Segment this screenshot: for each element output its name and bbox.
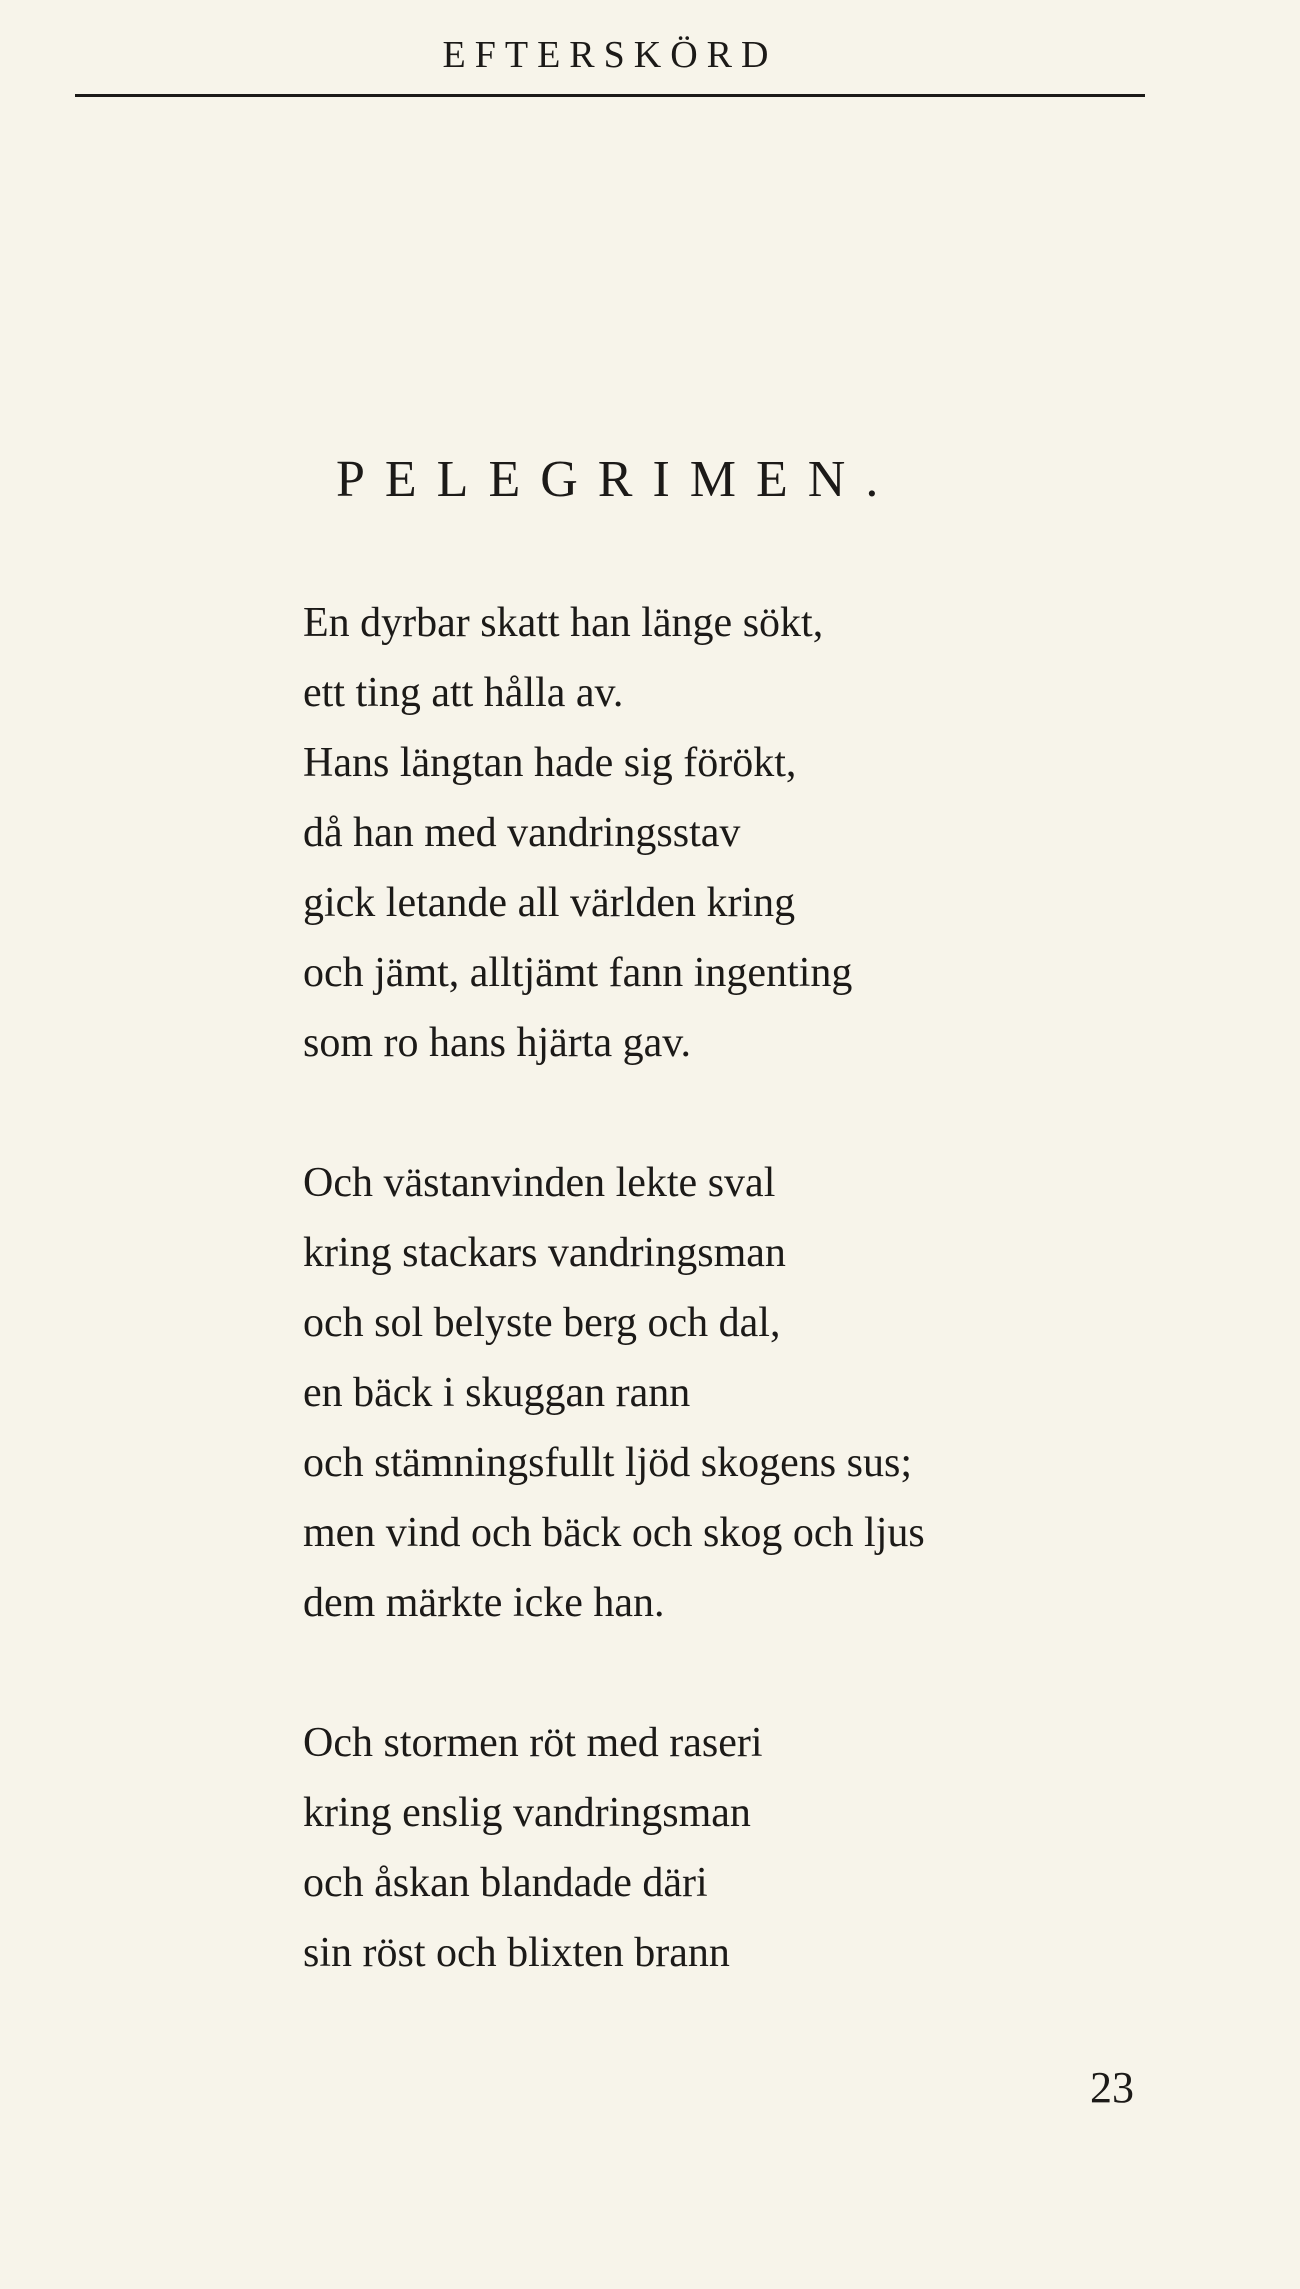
stanza-1 (303, 588, 1103, 1078)
poem-line: gick letande all världen kring (303, 880, 796, 926)
poem-line: kring stackars vandringsman (303, 1230, 786, 1276)
poem-line: och åskan blandade däri (303, 1860, 708, 1906)
poem-line: ett ting att hålla av. (303, 670, 624, 716)
stanza-2 (303, 1148, 1103, 1638)
poem-line: sin röst och blixten brann (303, 1930, 730, 1976)
poem-line: kring enslig vandringsman (303, 1790, 751, 1836)
poem-line: som ro hans hjärta gav. (303, 1020, 692, 1066)
poem-line: Och västanvinden lekte sval (303, 1160, 776, 1206)
poem-line: och stämningsfullt ljöd skogens sus; (303, 1440, 912, 1486)
poem-line: men vind och bäck och skog och ljus (303, 1510, 925, 1556)
poem-title: PELEGRIMEN. (336, 451, 899, 508)
poem-line: Hans längtan hade sig förökt, (303, 740, 797, 786)
page-number: 23 (1090, 2063, 1134, 2112)
poem-line: dem märkte icke han. (303, 1580, 665, 1626)
header-rule (75, 94, 1145, 97)
poem-line: en bäck i skuggan rann (303, 1370, 691, 1416)
poem-body (303, 588, 1103, 2058)
poem-line: Och stormen röt med raseri (303, 1720, 763, 1766)
poem-line: och sol belyste berg och dal, (303, 1300, 781, 1346)
poem-line: då han med vandringsstav (303, 810, 741, 856)
poem-line: En dyrbar skatt han länge sökt, (303, 600, 824, 646)
running-head: EFTERSKÖRD (442, 34, 778, 76)
stanza-3 (303, 1708, 1103, 1988)
poem-line: och jämt, alltjämt fann ingenting (303, 950, 853, 996)
